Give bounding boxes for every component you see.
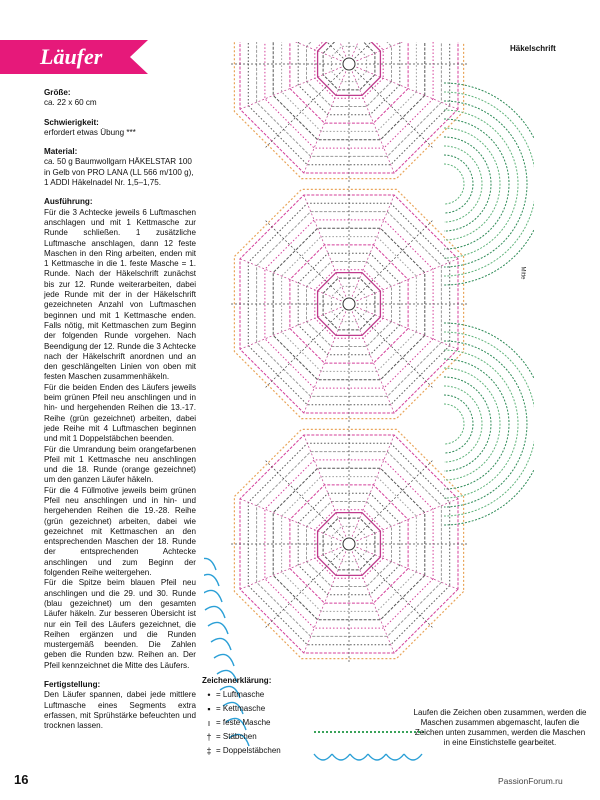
chart-spoke: [356, 42, 458, 61]
chart-spoke: [352, 71, 394, 173]
fill-motif-row: [444, 377, 491, 471]
title-banner: [0, 40, 148, 74]
edging-scallop: [208, 622, 228, 634]
center-ring: [343, 538, 355, 550]
treble-crochet-icon: ‡: [206, 746, 212, 756]
fill-motif-row: [444, 110, 518, 258]
legend-row: [202, 730, 342, 744]
octagon-round: [248, 42, 449, 165]
chart-spoke: [352, 551, 394, 653]
instructions-paragraph: Für die Spitze beim blauen Pfeil neu anschlingen und die 29. und 30. Runde (blau gezeichnet) um den gesamten Läufer häkeln. Zur besseren Übersicht ist nur ein Teil des Läufers gezeichnet, die Reihen ergänzen und die Runden mustergemäß beenden. Die Zahlen geben die Runden bzw. Reihen an. Der Pfeil kennzeichnet die Mitte des Läufers.: [44, 578, 196, 670]
fill-motif-row: [444, 332, 534, 516]
legend-heading: Zeichenerklärung:: [202, 676, 272, 685]
chart-spoke: [352, 195, 394, 297]
instructions-paragraph: Für die Umrandung beim orangefarbenen Pfeil mit 1 Kettmasche neu anschlingen und die 18. Runde (orange gezeichnet) um den ganzen Läufer häkeln.: [44, 444, 196, 485]
center-ring: [343, 298, 355, 310]
edging-scallop: [204, 590, 222, 602]
chart-spoke: [240, 259, 342, 301]
finishing-heading: Fertigstellung:: [44, 680, 101, 690]
chart-spoke: [266, 42, 344, 58]
chart-spoke: [355, 310, 433, 388]
left-column: [44, 88, 196, 732]
fill-motif-row: [444, 164, 464, 204]
edging-scallop: [205, 606, 225, 618]
center-ring: [343, 58, 355, 70]
fill-motif-row: [444, 350, 518, 498]
legend-row: [202, 702, 342, 716]
octagon-round: [282, 237, 417, 372]
fill-motif-row: [444, 404, 464, 444]
edging-scallop: [386, 754, 404, 760]
chart-spoke: [266, 310, 344, 388]
edging-scallop: [211, 638, 231, 650]
chart-spoke: [355, 221, 433, 299]
crochet-chart: [204, 42, 534, 772]
chart-spoke: [266, 550, 344, 628]
edging-scallop: [404, 754, 422, 760]
legend-label: = feste Masche: [216, 718, 271, 727]
octagon-round: [298, 253, 400, 355]
chart-spoke: [240, 547, 342, 589]
chain-stitch-icon: •: [207, 690, 211, 700]
chart-spoke: [240, 42, 342, 61]
fill-motif-row: [444, 368, 500, 480]
single-crochet-icon: ı: [207, 718, 211, 728]
legend-label: = Stäbchen: [216, 732, 257, 741]
fill-motif-row: [444, 83, 534, 285]
legend-label: = Luftmasche: [216, 690, 265, 699]
octagon-border: [234, 42, 463, 179]
instructions-paragraph: Für die 4 Füllmotive jeweils beim grünen Pfeil neu anschlingen und in hin- und hergehenden Reihen die 19.-28. Reihe (grün gezeichnet) arbeiten, dabei wie gezeichnet mit Kettmaschen an den entsprechenden Maschen der 18. Runde der entsprechenden Achtecke anschlingen und zum Beginn der folgenden Reihe weitergehen.: [44, 485, 196, 578]
chart-spoke: [240, 67, 342, 109]
edging-scallop: [368, 754, 386, 760]
edging-scallop: [350, 754, 368, 760]
chart-spoke: [356, 547, 458, 589]
chart-label: Häkelschrift: [510, 44, 556, 53]
chart-spoke: [266, 461, 344, 539]
fill-motif-row: [444, 92, 534, 276]
difficulty-heading: Schwierigkeit:: [44, 117, 99, 127]
octagon-round: [257, 42, 442, 156]
legend-row: [202, 744, 342, 758]
legend: [202, 674, 342, 758]
fill-motif-row: [444, 323, 534, 525]
center-label: Mitte: [519, 266, 526, 280]
octagon-round: [323, 42, 375, 90]
chart-layer: [204, 42, 534, 760]
legend-label: = Kettmasche: [216, 704, 266, 713]
fill-motif-row: [444, 128, 500, 240]
watermark: PassionForum.ru: [498, 776, 563, 786]
material-text: ca. 50 g Baumwollgarn HÄKELSTAR 100 in Gelb von PRO LANA (LL 566 m/100 g), 1 ADDI Häkelnadel Nr. 1,5–1,75.: [44, 157, 194, 188]
edging-scallop: [204, 558, 216, 570]
chart-spoke: [304, 435, 346, 537]
chart-spoke: [304, 71, 346, 173]
octagon-round: [298, 42, 400, 115]
chart-spoke: [352, 435, 394, 537]
page-number: 16: [14, 772, 29, 787]
difficulty-text: erfordert etwas Übung ***: [44, 127, 136, 137]
octagon-round: [282, 477, 417, 612]
legend-row: [202, 716, 342, 730]
page-title: Läufer: [40, 44, 103, 69]
chart-spoke: [304, 195, 346, 297]
stitch-note: Laufen die Zeichen oben zusammen, werden die Maschen zusammen abgemascht, laufen die Zeichen unten zusammen, werden die Maschen in eine Einstichstelle gearbeitet.: [413, 708, 587, 747]
finishing-text: Den Läufer spannen, dabei jede mittlere Luftmasche eines Segments extra erfassen, mit Sprühstärke befeuchten und trocknen lassen.: [44, 690, 196, 731]
chart-spoke: [356, 307, 458, 349]
chart-spoke: [356, 259, 458, 301]
fill-motif-row: [444, 341, 527, 507]
chart-spoke: [356, 499, 458, 541]
fill-motif-row: [444, 155, 473, 213]
chart-spoke: [352, 311, 394, 413]
slip-stitch-icon: ▪: [207, 704, 211, 714]
fill-motif-row: [444, 386, 482, 462]
chart-spoke: [266, 221, 344, 299]
chart-spoke: [356, 67, 458, 109]
chart-spoke: [240, 499, 342, 541]
chart-spoke: [240, 307, 342, 349]
fill-motif-row: [444, 395, 473, 453]
chart-spoke: [304, 551, 346, 653]
fill-motif-row: [444, 101, 527, 267]
fill-motif-row: [444, 137, 491, 231]
edging-scallop: [204, 574, 219, 586]
size-heading: Größe:: [44, 88, 71, 97]
edging-scallop: [214, 654, 234, 666]
chart-spoke: [355, 70, 433, 148]
instructions-paragraph: Für die 3 Achtecke jeweils 6 Luftmaschen anschlagen und mit 1 Kettmasche zur Runde schließen. 1 zusätzliche Luftmasche anschlagen, dann 12 feste Maschen in den Ring arbeiten, enden mit 1 Kettmasche in die 1. feste Masche = 1. Runde. Nach der Häkelschrift zunächst bis zur 12. Runde weiterarbeiten, dabei jede Runde mit der in der Häkelschrift gezeichneten Anzahl von Luftmaschen beginnen und mit 1 Kettmasche enden. Falls nötig, mit Kettmaschen zum Beginn der folgenden Runde vorgehen. Nach Beendigung der 12. Runde die 3 Achtecke nach der Häkelschrift anordnen und an den geschlängelten Linien von oben mit festen Maschen zusammenhäkeln.: [44, 207, 196, 382]
chart-spoke: [355, 461, 433, 539]
size-text: ca. 22 x 60 cm: [44, 98, 97, 108]
chart-spoke: [304, 311, 346, 413]
instructions-heading: Ausführung:: [44, 197, 93, 207]
instructions-paragraph: Für die beiden Enden des Läufers jeweils beim grünen Pfeil neu anschlingen und in hin- und hergehenden Reihen die 13.-17. Reihe (grün gezeichnet) arbeiten, dabei jede Reihe mit 4 Luftmaschen beginnen und mit 1 Doppelstäbchen beenden.: [44, 382, 196, 444]
chart-spoke: [355, 550, 433, 628]
chart-spoke: [266, 70, 344, 148]
legend-row: [202, 688, 342, 702]
octagon-round: [298, 493, 400, 595]
double-crochet-icon: †: [206, 732, 212, 742]
fill-motif-row: [444, 146, 482, 222]
material-heading: Material:: [44, 147, 78, 157]
legend-label: = Doppelstäbchen: [216, 746, 281, 755]
